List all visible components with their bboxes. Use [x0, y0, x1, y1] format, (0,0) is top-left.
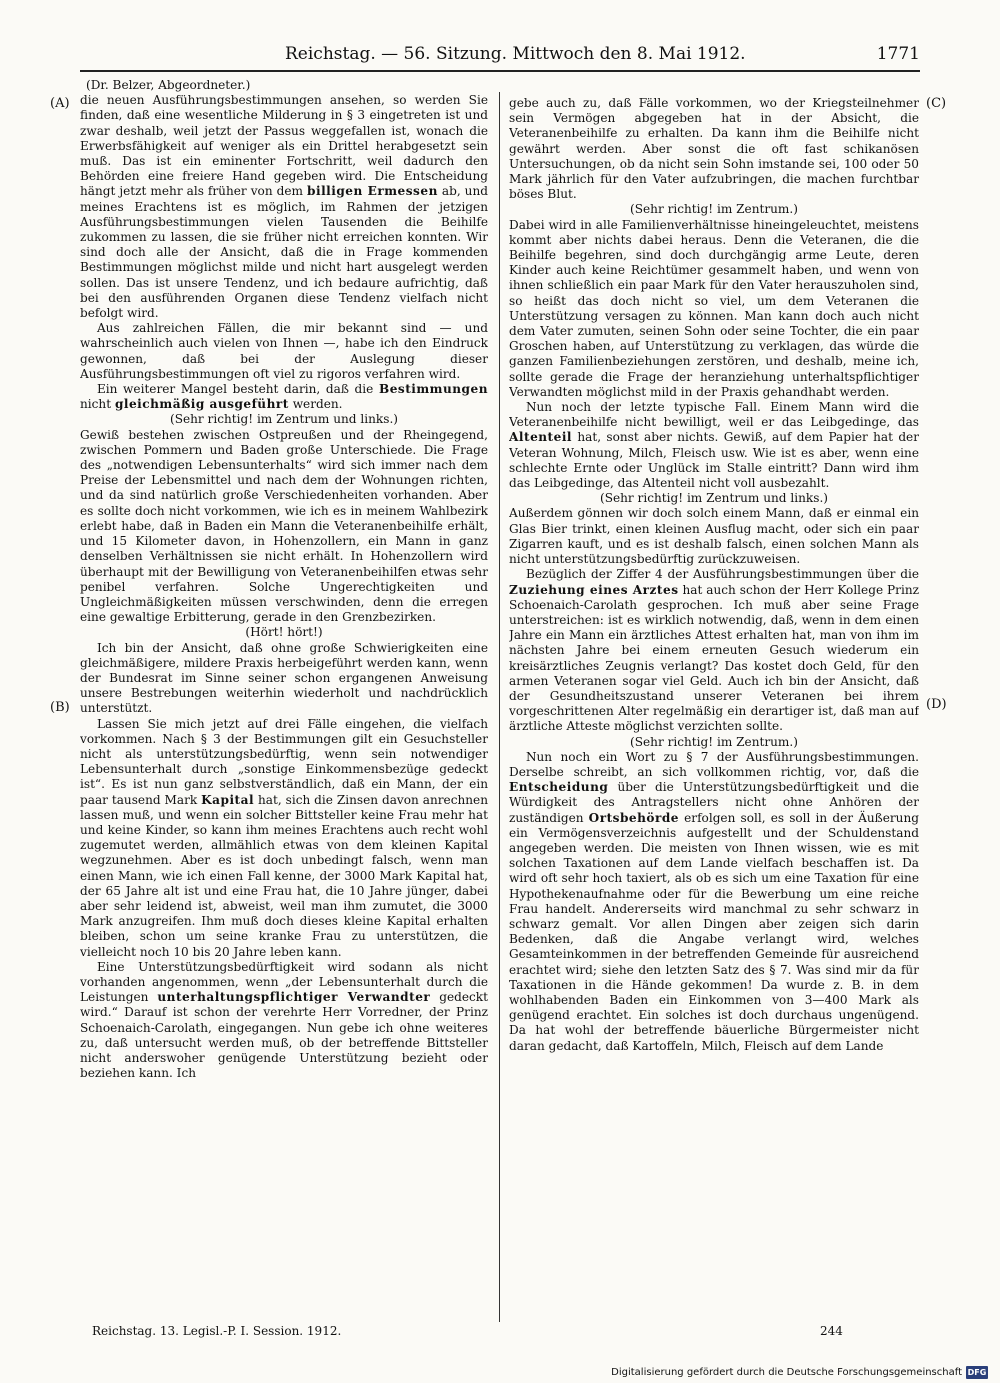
- speaker-label: (Dr. Belzer, Abgeordneter.): [86, 78, 251, 92]
- interjection: (Sehr richtig! im Zentrum und links.): [599, 491, 828, 506]
- interjection: (Sehr richtig! im Zentrum.): [630, 734, 798, 749]
- emphasis: Altenteil: [509, 430, 573, 445]
- footer-signature: 244: [820, 1324, 843, 1338]
- column-divider: [499, 92, 500, 1322]
- paragraph: Aus zahlreichen Fällen, die mir bekannt sind — und wahrscheinlich auch vielen von Ihnen —, habe ich den Eindruck gewonnen, daß bei der Auslegung dieser Ausführungsbestimmungen oft viel zu rigoros verfahren wird.: [80, 321, 488, 381]
- dfg-logo-icon: DFG: [967, 1367, 987, 1377]
- left-column: [80, 78, 488, 1318]
- paragraph: Dabei wird in alle Familienverhältnisse hineingeleuchtet, meistens kommt aber nichts dabei heraus. Denn die Veteranen, die die Beihilfe begehren, sind doch durchgängig arme Leute, deren Kinder auch keine Reichtümer gesammelt haben, und wenn von ihnen schließlich ein paar Mark für den Vater herauszuholen sind, so heißt das doch nicht so viel, um dem Veteranen die Unterstützung versagen zu können. Man kann doch auch nicht dem Vater zumuten, seinen Sohn oder seine Tochter, die ein paar Groschen haben, auf Unterstützung zu verklagen, das würde die ganzen Familienbeziehungen zerstören, und deshalb, meine ich, sollte gerade die Frage der heranziehung unterhaltspflichtiger Verwandten möglichst mild in der Praxis gehandhabt werden.: [509, 217, 919, 399]
- paragraph: Gewiß bestehen zwischen Ostpreußen und der Rheingegend, zwischen Pommern und Baden große Unterschiede. Die Frage des „notwendigen Lebensunterhalts“ wird sich immer nach dem Preise der Lebensmittel und nach dem der Wohnungen richten, und da sind natürlich große Verschiedenheiten vorhanden. Aber es sollte doch nicht vorkommen, wie ich es in meinem Wahlbezirk erlebt habe, daß in Baden ein Mann die Veteranenbeihilfe erhält, und 15 Kilometer davon, in Hohenzollern, ein Mann in ganz denselben Verhältnissen sie nicht erhält. In Hohenzollern wird überhaupt mit der Bewilligung von Veteranenbeihilfen etwas sehr penibel verfahren. Solche Ungerechtigkeiten und Ungleichmäßigkeiten müssen verschwinden, denn die erregen eine gewaltige Erbitterung, gerade in den Grenzbezirken.: [80, 427, 488, 625]
- margin-letter-b: (B): [50, 700, 70, 715]
- paragraph: Nun noch der letzte typische Fall. Einem Mann wird die Veteranenbeihilfe nicht bewilligt, weil er das Leibgedinge, das Altenteil hat, sonst aber nichts. Gewiß, auf dem Papier hat der Veteran Wohnung, Milch, Fleisch usw. Wie ist es aber, wenn eine schlechte Ernte oder Unglück im Stalle eintritt? Dann wird ihm das Leibgedinge, das Altenteil nicht voll ausbezahlt.: [509, 400, 919, 491]
- page-number: 1771: [876, 44, 920, 64]
- interjection: (Sehr richtig! im Zentrum.): [630, 202, 798, 217]
- emphasis: billigen Ermessen: [307, 184, 438, 199]
- emphasis: gleichmäßig ausgeführt: [114, 397, 289, 412]
- credit-text: Digitalisierung gefördert durch die Deutsche Forschungsgemeinschaft: [611, 1366, 962, 1378]
- paragraph: Eine Unterstützungsbedürftigkeit wird sodann als nicht vorhanden angenommen, wenn „der Lebensunterhalt durch die Leistungen unterhaltungspflichtiger Verwandter gedeckt wird.“ Darauf ist schon der verehrte Herr Vorredner, der Prinz Schoenaich-Carolath, eingegangen. Nun gebe ich ohne weiteres zu, daß untersucht werden muß, ob der betreffende Bittsteller nicht anderswoher genügende Unterstützung bezieht oder beziehen kann. Ich: [80, 959, 488, 1081]
- margin-letter-d: (D): [926, 697, 947, 712]
- header-title: Reichstag. — 56. Sitzung. Mittwoch den 8. Mai 1912.: [285, 44, 746, 64]
- margin-letter-a: (A): [50, 96, 70, 111]
- paragraph: Ich bin der Ansicht, daß ohne große Schwierigkeiten eine gleichmäßigere, mildere Praxis herbeigeführt werden kann, wenn der Bundesrat im Sinne seiner schon ergangenen Anweisung unsere Bestrebungen weiterhin wiederholt und nachdrücklich unterstützt.: [80, 640, 488, 716]
- margin-letter-c: (C): [926, 96, 947, 111]
- emphasis: Zuziehung eines Arztes: [509, 582, 679, 597]
- emphasis: Kapital: [201, 792, 255, 807]
- interjection: (Hört! hört!): [245, 625, 323, 640]
- running-header: [80, 44, 920, 70]
- paragraph: Lassen Sie mich jetzt auf drei Fälle eingehen, die vielfach vorkommen. Nach § 3 der Bestimmungen gilt ein Gesuchsteller nicht als unterstützungsbedürftig, wenn sein notwendiger Lebensunterhalt durch „sonstige Einkommensbezüge gedeckt ist“. Es ist nun ganz selbstverständlich, daß ein Mann, der ein paar tausend Mark Kapital hat, sich die Zinsen davon anrechnen lassen muß, und wenn ein solcher Bittsteller keine Frau mehr hat und keine Kinder, so kann ihm meines Erachtens auch recht wohl zugemutet werden, allmählich etwas von dem kleinen Kapital wegzunehmen. Aber es ist doch unbedingt falsch, wenn man einen Mann, wie ich einen Fall kenne, der 3000 Mark Kapital hat, der 65 Jahre alt ist und eine Frau hat, die 10 Jahre jünger, dabei aber sehr leidend ist, abweist, weil man ihm zumutet, die 3000 Mark anzugreifen. Ihm muß doch dieses kleine Kapital erhalten bleiben, schon um seine kranke Frau zu unterstützen, die vielleicht noch 10 bis 20 Jahre leben kann.: [80, 716, 488, 959]
- paragraph: die neuen Ausführungsbestimmungen ansehen, so werden Sie finden, daß eine wesentliche Milderung in § 3 eingetreten ist und zwar deshalb, weil jetzt der Passus weggefallen ist, wonach die Erwerbsfähigkeit auf weniger als ein Drittel herabgesetzt sein muß. Das ist ein eminenter Fortschritt, weil dadurch den Behörden eine freiere Hand gegeben wird. Die Entscheidung hängt jetzt mehr als früher von dem billigen Ermessen ab, und meines Erachtens ist es möglich, im Rahmen der jetzigen Ausführungsbestimmungen vielen Tausenden die Beihilfe zukommen zu lassen, die sie früher nicht erreichen konnten. Wir sind doch alle der Ansicht, daß die in Frage kommenden Bestimmungen möglichst milde und nicht hart ausgelegt werden sollen. Das ist unsere Tendenz, und ich bedaure aufrichtig, daß bei den ausführenden Organen diese Tendenz vielfach nicht befolgt wird.: [80, 93, 488, 321]
- digitization-credit: [611, 1364, 988, 1380]
- paragraph: Ein weiterer Mangel besteht darin, daß die Bestimmungen nicht gleichmäßig ausgeführt werden.: [80, 382, 488, 412]
- interjection: (Sehr richtig! im Zentrum und links.): [169, 412, 398, 427]
- emphasis: Bestimmungen: [378, 382, 488, 397]
- emphasis: Ortsbehörde: [588, 810, 679, 825]
- right-column: [509, 96, 919, 1318]
- paragraph: Bezüglich der Ziffer 4 der Ausführungsbestimmungen über die Zuziehung eines Arztes hat auch schon der Herr Kollege Prinz Schoenaich-Carolath gesprochen. Ich muß aber seine Frage unterstreichen: ist es wirklich notwendig, daß, wenn in dem einen Jahre ein Mann ein ärztliches Attest erhalten hat, man von ihm im nächsten Jahre bei einem erneuten Gesuch wiederum ein kreisärztliches Zeugnis verlangt? Das kostet doch Geld, für den armen Veteranen sogar viel Geld. Auch ich bin der Ansicht, daß der Gesundheitszustand unserer Veteranen bei ihrem vorgeschrittenen Alter regelmäßig ein derartiger ist, daß man auf ärztliche Atteste möglichst verzichten sollte.: [509, 567, 919, 734]
- emphasis: Entscheidung: [509, 780, 609, 795]
- paragraph: gebe auch zu, daß Fälle vorkommen, wo der Kriegsteilnehmer sein Vermögen abgegeben hat in der Absicht, die Veteranenbeihilfe zu erhalten. Da kann ihm die Beihilfe nicht gewährt werden. Aber sonst die oft fast schikanösen Untersuchungen, ob da nicht sein Sohn imstande sei, 100 oder 50 Mark jährlich für den Vater aufzubringen, die machen furchtbar böses Blut.: [509, 96, 919, 202]
- emphasis: unterhaltungspflichtiger Verwandter: [157, 990, 431, 1005]
- paragraph: Außerdem gönnen wir doch solch einem Mann, daß er einmal ein Glas Bier trinkt, einen kleinen Ausflug macht, oder sich ein paar Zigarren kauft, und es ist deshalb falsch, einen solchen Mann als nicht unterstützungsbedürftig zurückzuweisen.: [509, 506, 919, 567]
- header-rule: [80, 70, 920, 72]
- paragraph: Nun noch ein Wort zu § 7 der Ausführungsbestimmungen. Derselbe schreibt, an sich vollkommen richtig, vor, daß die Entscheidung über die Unterstützungsbedürftigkeit und die Würdigkeit des Antragstellers nicht ohne Anhören der zuständigen Ortsbehörde erfolgen soll, es soll in der Äußerung ein Vermögensverzeichnis aufgestellt und der Schuldenstand angegeben werden. Die meisten von Ihnen wissen, wie es mit solchen Taxationen auf dem Lande vielfach beschaffen ist. Da wird oft sehr hoch taxiert, als ob es sich um eine Taxation für eine Hypothekenaufnahme oder für die Bewerbung um eine reiche Frau handelt. Andererseits wird manchmal zu sehr schwarz in schwarz gemalt. Vor allen Dingen aber zeigen sich darin Bedenken, daß die Angabe verlangt wird, welches Gesamteinkommen in der betreffenden Gemeinde für ausreichend erachtet wird; siehe den letzten Satz des § 7. Was sind mir da für Taxationen in die Hände gekommen! Da wurde z. B. in dem wohlhabenden Baden ein Einkommen von 3—400 Mark als genügend erachtet. Ein solches ist doch durchaus ungenügend. Da hat wohl der betreffende bäuerliche Bürgermeister nicht daran gedacht, daß Kartoffeln, Milch, Fleisch auf dem Lande: [509, 749, 919, 1053]
- footer-session-line: Reichstag. 13. Legisl.-P. I. Session. 1912.: [92, 1324, 342, 1338]
